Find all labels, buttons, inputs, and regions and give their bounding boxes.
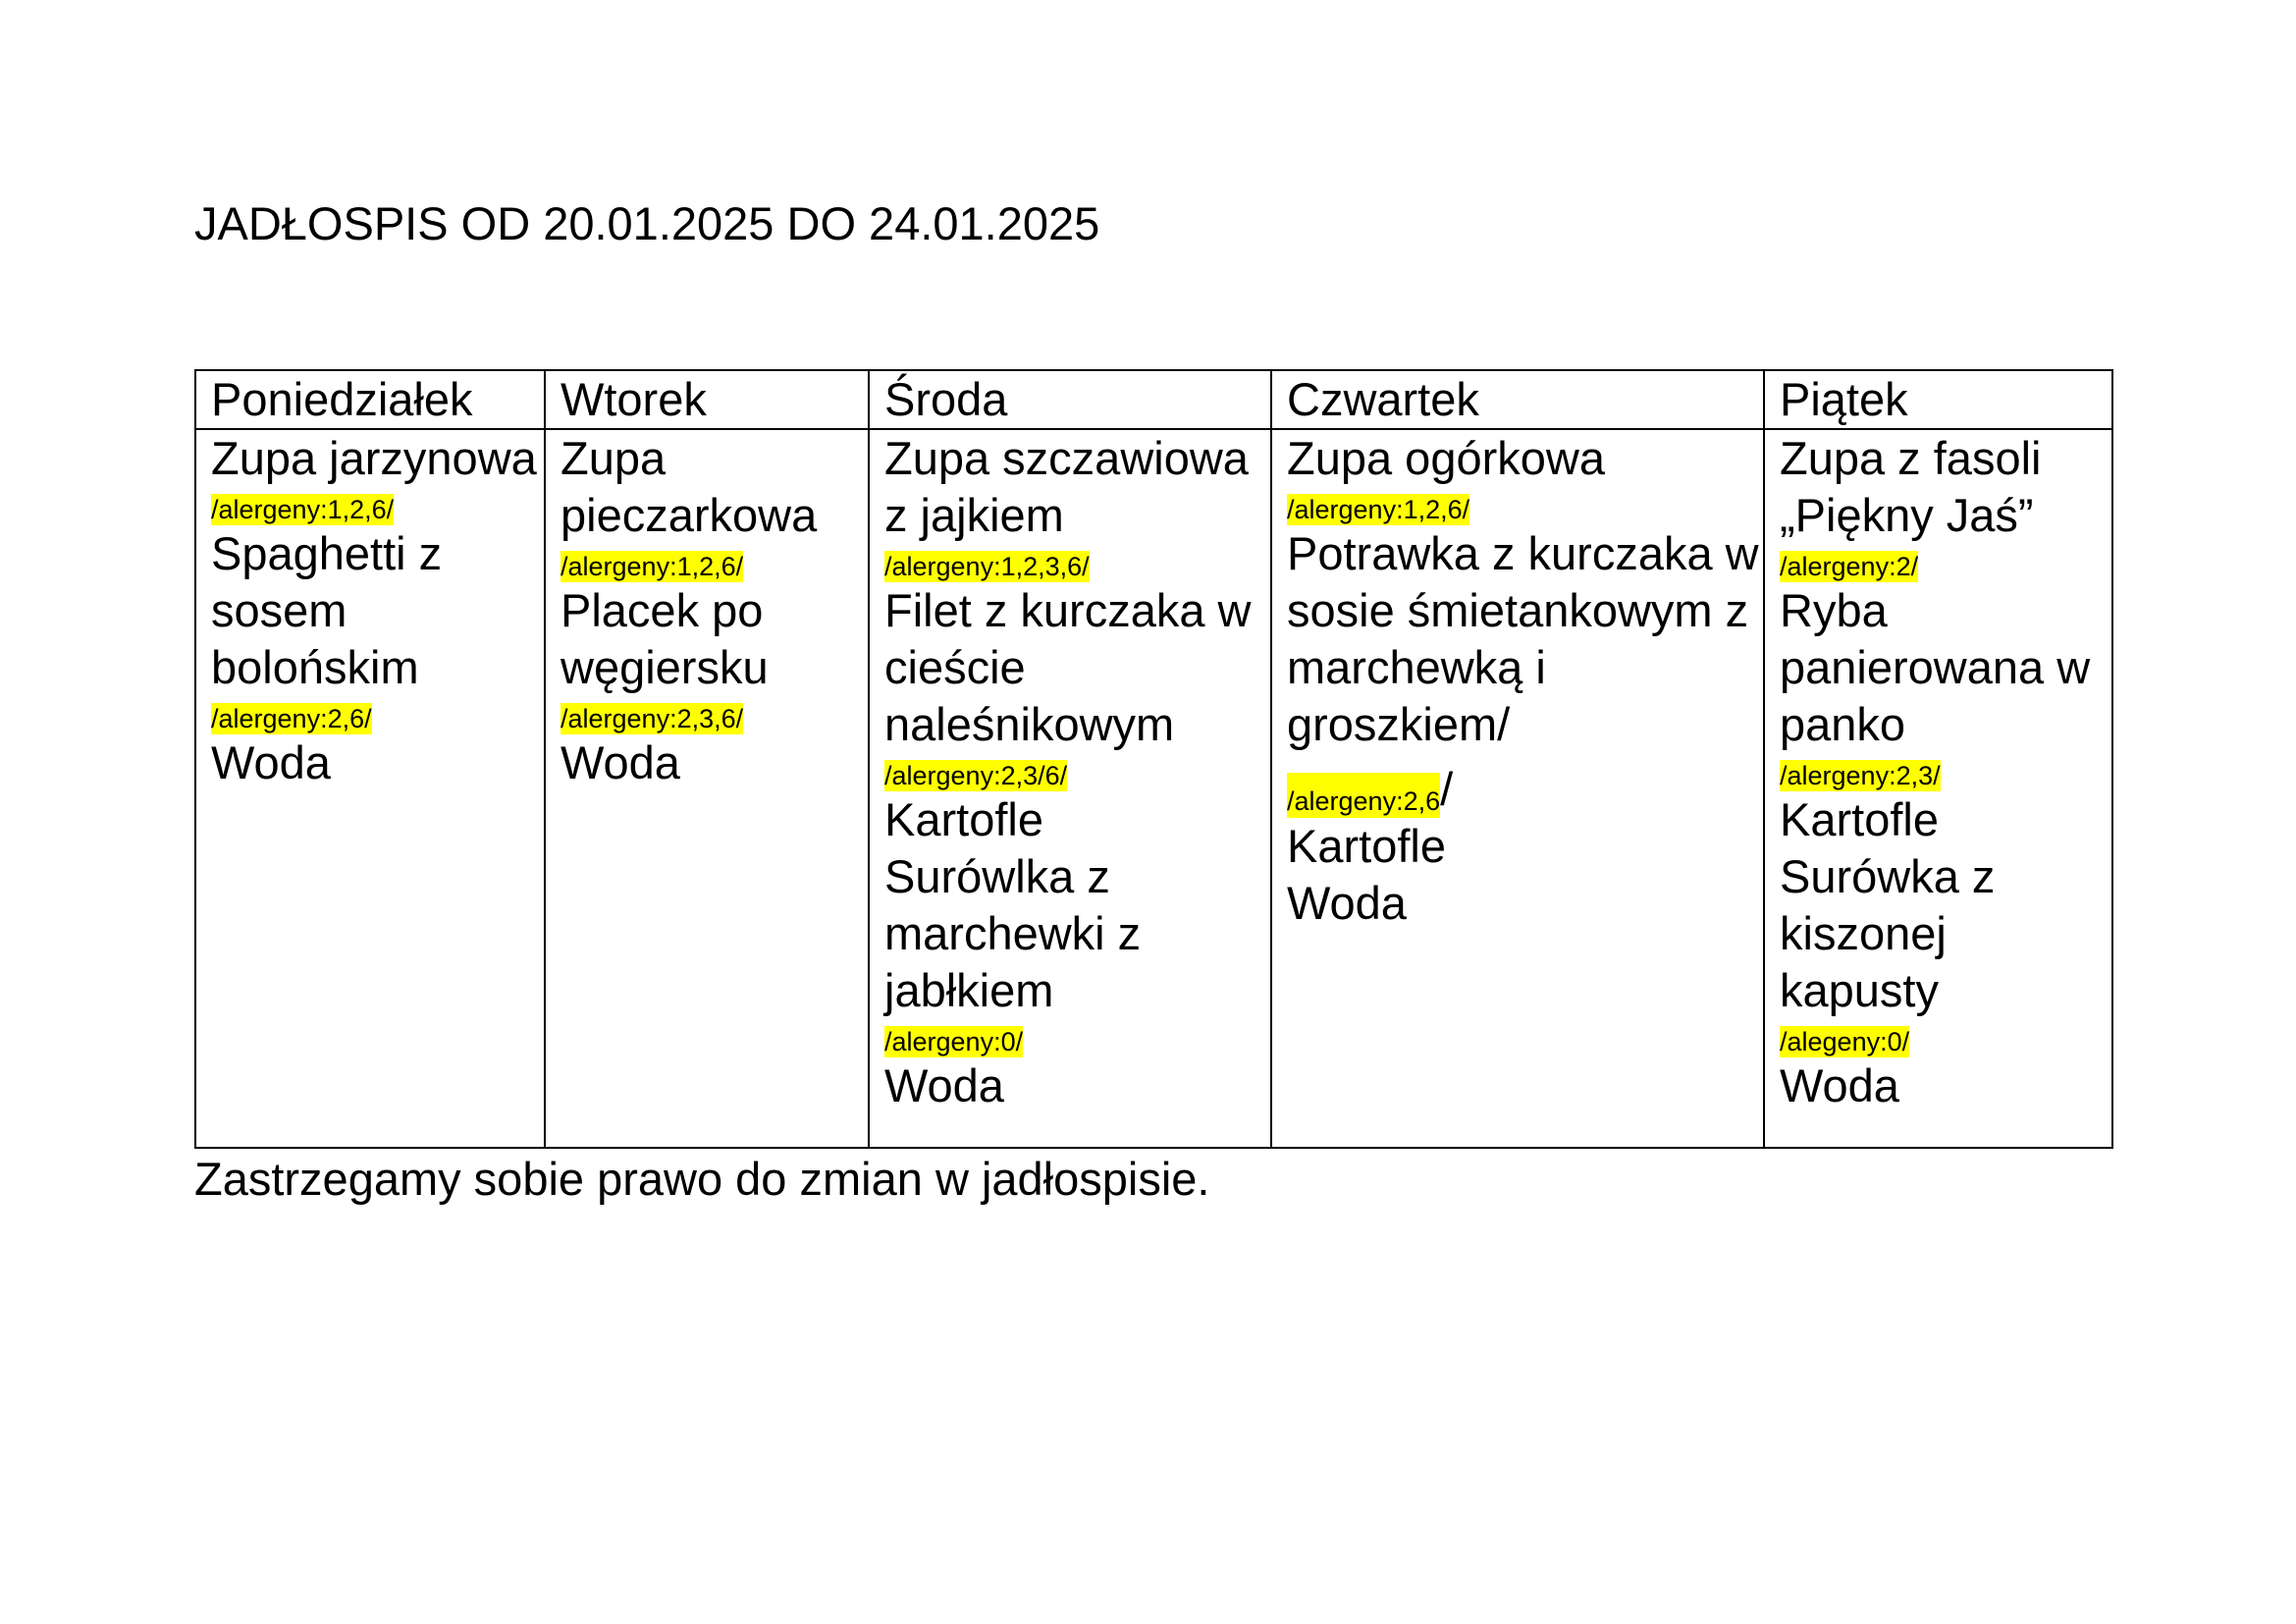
allergen-line: [211, 487, 544, 525]
dish-side: Kartofle: [884, 793, 1043, 845]
dish-soup: Zupa szczawiowa z jajkiem: [884, 432, 1249, 541]
dish-salad: Surówlka z marchewki z jabłkiem: [884, 850, 1142, 1016]
dish-drink: Woda: [561, 736, 680, 788]
header-row: [195, 370, 2112, 429]
day-menu-friday: [1764, 429, 2112, 1148]
allergen-line: [884, 753, 1270, 791]
allergen-label: /alergeny:2,6/: [211, 704, 372, 733]
allergen-line: [1287, 487, 1763, 525]
allergen-line: [561, 544, 868, 582]
menu-table: [194, 369, 2113, 1149]
dish-soup: Zupa jarzynowa: [211, 432, 537, 484]
day-header-wednesday: Środa: [869, 370, 1271, 429]
allergen-line: [1780, 544, 2111, 582]
page-title: JADŁOSPIS OD 20.01.2025 DO 24.01.2025: [194, 197, 1100, 249]
allergen-label: /alergeny:2,3/: [1780, 761, 1941, 790]
day-header-monday: Poniedziałek: [195, 370, 545, 429]
allergen-line: [211, 696, 544, 734]
dish-drink: Woda: [1780, 1059, 1899, 1111]
allergen-label: /alergeny:1,2,6/: [211, 495, 395, 524]
dish-main: Potrawka z kurczaka w sosie śmietankowym z marchewką i groszkiem/: [1287, 527, 1759, 750]
dish-soup: Zupa ogórkowa: [1287, 432, 1605, 484]
dish-main: Filet z kurczaka w cieście naleśnikowym: [884, 584, 1252, 750]
allergen-line: [884, 544, 1270, 582]
allergen-label: /alergeny:2,3/6/: [884, 761, 1068, 790]
dish-drink: Woda: [211, 736, 331, 788]
allergen-label: /alergeny:1,2,6/: [1287, 495, 1470, 524]
allergen-label: /alegeny:0/: [1780, 1027, 1910, 1056]
allergen-label: /alergeny:2,3,6/: [561, 704, 744, 733]
menu-row: [195, 429, 2112, 1148]
day-menu-thursday: [1271, 429, 1764, 1148]
day-header-friday: Piątek: [1764, 370, 2112, 429]
day-header-tuesday: Wtorek: [545, 370, 869, 429]
day-header-thursday: Czwartek: [1271, 370, 1764, 429]
day-menu-wednesday: [869, 429, 1271, 1148]
dish-salad: Surówka z kiszonej kapusty: [1780, 850, 1996, 1016]
day-menu-tuesday: [545, 429, 869, 1148]
allergen-line: [1780, 1019, 2111, 1057]
dish-main: Spaghetti z sosem bolońskim: [211, 527, 443, 693]
dish-drink: Woda: [884, 1059, 1004, 1111]
dish-soup: Zupa z fasoli „Piękny Jaś”: [1780, 432, 2042, 541]
allergen-label: /alergeny:1,2,6/: [561, 552, 744, 581]
allergen-line: [884, 1019, 1270, 1057]
allergen-label: /alergeny:2/: [1780, 552, 1919, 581]
allergen-suffix: /: [1440, 763, 1454, 815]
dish-main: Placek po węgiersku: [561, 584, 769, 693]
dish-drink: Woda: [1287, 877, 1407, 929]
disclaimer-text: Zastrzegamy sobie prawo do zmian w jadłospisie.: [194, 1153, 1210, 1205]
allergen-line: [1780, 753, 2111, 791]
allergen-label: /alergeny:1,2,3,6/: [884, 552, 1090, 581]
allergen-line: [561, 696, 868, 734]
dish-main: Ryba panierowana w panko: [1780, 584, 2091, 750]
allergen-label: /alergeny:2,6: [1287, 773, 1440, 818]
dish-soup: Zupa pieczarkowa: [561, 432, 818, 541]
day-menu-monday: [195, 429, 545, 1148]
dish-side: Kartofle: [1287, 820, 1446, 872]
allergen-line: [1287, 761, 1763, 818]
allergen-label: /alergeny:0/: [884, 1027, 1024, 1056]
dish-side: Kartofle: [1780, 793, 1939, 845]
